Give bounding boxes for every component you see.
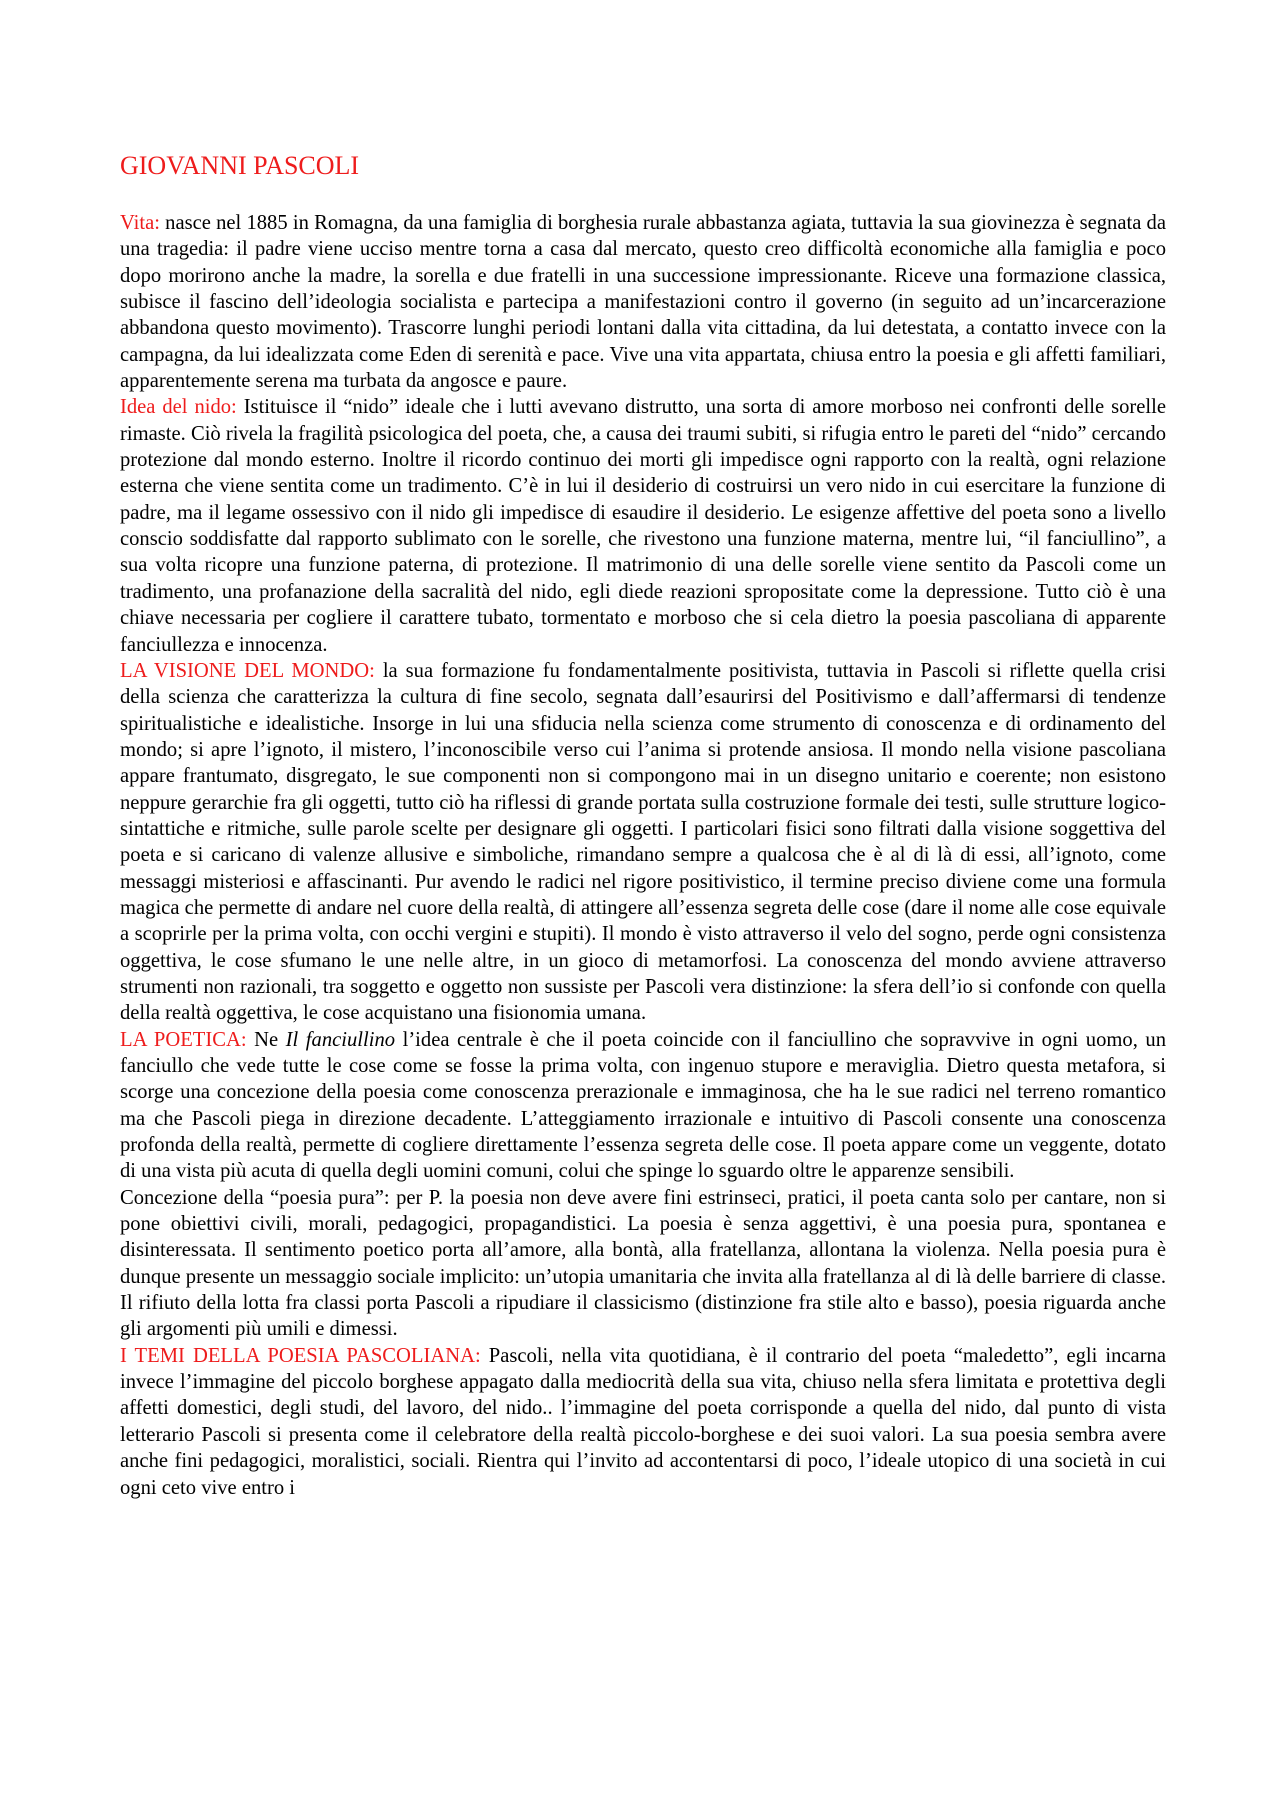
section-body-visione-del-mondo: la sua formazione fu fondamentalmente positivista, tuttavia in Pascoli si riflette quella crisi della scienza che caratterizza la cultura di fine secolo, segnata dall’esaurirsi del Positivismo e dall’affermarsi di tendenze spiritualistiche e idealistiche. Insorge in lui una sfiducia nella scienza come strumento di conoscenza e di ordinamento del mondo; si apre l’ignoto, il mistero, l’inconoscibile verso cui l’anima si protende ansiosa. Il mondo nella visione pascoliana appare frantumato, disgregato, le sue componenti non si compongono mai in un disegno unitario e coerente; non esistono neppure gerarchie fra gli oggetti, tutto ciò ha riflessi di grande portata sulla costruzione formale dei testi, sulle strutture logico-sintattiche e ritmiche, sulle parole scelte per designare gli oggetti. I particolari fisici sono filtrati dalla visione soggettiva del poeta e si caricano di valenze allusive e simboliche, rimandano sempre a qualcosa che è al di là di essi, all’ignoto, come messaggi misteriosi e affascinanti. Pur avendo le radici nel rigore positivistico, il termine preciso diviene come una formula magica che permette di andare nel cuore della realtà, di attingere all’essenza segreta delle cose (dare il nome alle cose equivale a scoprirle per la prima volta, con occhi vergini e stupiti). Il mondo è visto attraverso il velo del sogno, perde ogni consistenza oggettiva, le cose sfumano le une nelle altre, in un gioco di metamorfosi. La conoscenza del mondo avviene attraverso strumenti non razionali, tra soggetto e oggetto non sussiste per Pascoli vera distinzione: la sfera dell’io si confonde con quella della realtà oggettiva, le cose acquistano una fisionomia umana. — [120, 659, 1167, 1025]
paragraph-temi-poesia — [120, 1343, 1166, 1501]
section-body-vita: nasce nel 1885 in Romagna, da una famiglia di borghesia rurale abbastanza agiata, tuttavia la sua giovinezza è segnata da una tragedia: il padre viene ucciso mentre torna a casa dal mercato, questo creo difficoltà economiche alla famiglia e poco dopo morirono anche la madre, la sorella e due fratelli in una successione impressionante. Riceve una formazione classica, subisce il fascino dell’ideologia socialista e partecipa a manifestazioni contro il governo (in seguito ad un’incarcerazione abbandona questo movimento). Trascorre lunghi periodi lontani dalla vita cittadina, da lui detestata, a contatto invece con la campagna, da lui idealizzata come Eden di serenità e pace. Vive una vita appartata, chiusa entro la poesia e gli affetti familiari, apparentemente serena ma turbata da angosce e paure. — [120, 212, 1166, 393]
paragraph-poesia-pura — [120, 1185, 1166, 1343]
section-body-poetica: l’idea centrale è che il poeta coincide con il fanciullino che sopravvive in ogni uomo, un fanciullo che vede tutte le cose come se fosse la prima volta, con ingenuo stupore e meraviglia. Dietro questa metafora, si scorge una concezione della poesia come conoscenza prerazionale e immaginosa, che ha le sue radici nel terreno romantico ma che Pascoli piega in direzione decadente. L’atteggiamento irrazionale e intuitivo di Pascoli consente una conoscenza profonda della realtà, permette di cogliere direttamente l’essenza segreta delle cose. Il poeta appare come un veggente, dotato di una vista più acuta di quella degli uomini comuni, colui che spinge lo sguardo oltre le apparenze sensibili. — [120, 1028, 1167, 1183]
section-body-idea-del-nido: Istituisce il “nido” ideale che i lutti avevano distrutto, una sorta di amore morboso nei confronti delle sorelle rimaste. Ciò rivela la fragilità psicologica del poeta, che, a causa dei traumi subiti, si rifugia entro le pareti del “nido” cercando protezione dal mondo esterno. Inoltre il ricordo continuo dei morti gli impedisce ogni rapporto con la realtà, ogni relazione esterna che viene sentita come un tradimento. C’è in lui il desiderio di costruirsi un vero nido in cui esercitare la funzione di padre, ma il legame ossessivo con il nido gli impedisce di esaudire il desiderio. Le esigenze affettive del poeta sono a livello conscio soddisfatte dal rapporto sublimato con le sorelle, che rivestono una funzione materna, mentre lui, “il fanciullino”, a sua volta ricopre una funzione paterna, di protezione. Il matrimonio di una delle sorelle viene sentito da Pascoli come un tradimento, una profanazione della sacralità del nido, egli diede reazioni spropositate come la depressione. Tutto ciò è una chiave necessaria per cogliere il carattere tubato, tormentato e morboso che si cela dietro la poesia pascoliana di apparente fanciullezza e innocenza. — [120, 396, 1166, 656]
paragraph-poetica — [120, 1027, 1166, 1185]
paragraph-idea-del-nido — [120, 394, 1166, 657]
section-body-temi-poesia: Pascoli, nella vita quotidiana, è il contrario del poeta “maledetto”, egli incarna invece l’immagine del piccolo borghese appagato dalla mediocrità della sua vita, chiuso nella sfera limitata e protettiva degli affetti domestici, degli studi, del lavoro, del nido.. l’immagine del poeta corrisponde a quella del nido, dal punto di vista letterario Pascoli si presenta come il celebratore della realtà piccolo-borghese e dei suoi valori. La sua poesia sembra avere anche fini pedagogici, moralistici, sociali. Rientra qui l’invito ad accontentarsi di poco, l’ideale utopico di una società in cui ogni ceto vive entro i — [120, 1344, 1166, 1499]
book-title-italic: Il fanciullino — [285, 1028, 396, 1051]
section-label-vita: Vita: — [120, 212, 160, 234]
document-title: GIOVANNI PASCOLI — [120, 151, 360, 180]
section-label-poetica: LA POETICA: — [120, 1028, 247, 1051]
section-body-poesia-pura: Concezione della “poesia pura”: per P. la poesia non deve avere fini estrinseci, pratici, il poeta canta solo per cantare, non si pone obiettivi civili, morali, pedagogici, propagandistici. La poesia è senza aggettivi, è una poesia pura, spontanea e disinteressata. Il sentimento poetico porta all’amore, alla bontà, alla fratellanza, allontana la violenza. Nella poesia pura è dunque presente un messaggio sociale implicito: un’utopia umanitaria che invita alla fratellanza al di là delle barriere di classe. Il rifiuto della lotta fra classi porta Pascoli a ripudiare il classicismo (distinzione fra stile alto e basso), poesia riguarda anche gli argomenti più umili e dimessi. — [120, 1186, 1166, 1341]
section-label-idea-del-nido: Idea del nido: — [120, 396, 237, 419]
document-page — [120, 150, 1166, 1501]
paragraph-vita — [120, 210, 1166, 394]
section-label-temi-poesia: I TEMI DELLA POESIA PASCOLIANA: — [120, 1344, 481, 1367]
section-label-visione-del-mondo: LA VISIONE DEL MONDO: — [120, 659, 375, 682]
paragraph-visione-del-mondo — [120, 658, 1166, 1027]
section-body-poetica-intro: Ne — [246, 1028, 286, 1051]
